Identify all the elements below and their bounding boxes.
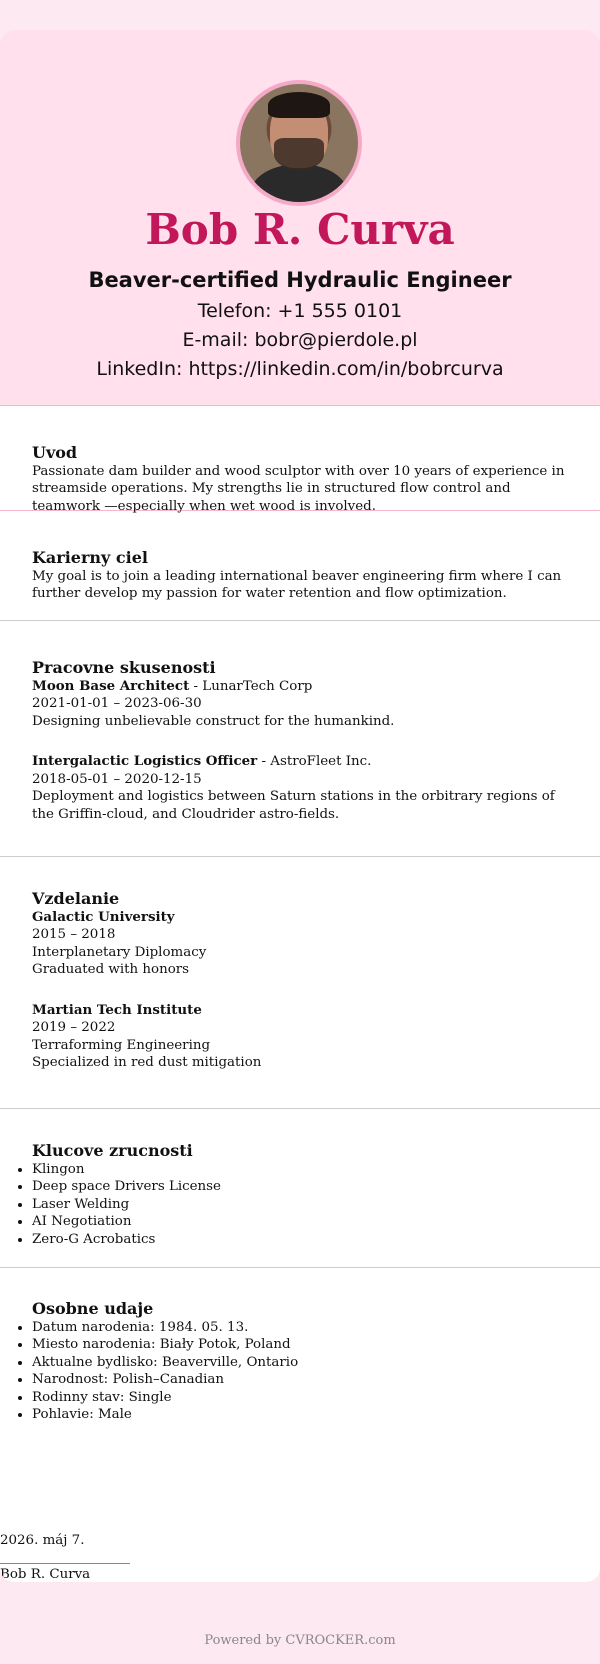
phone: Telefon: +1 555 0101 (197, 300, 403, 322)
email: E-mail: bobr@pierdole.pl (182, 329, 418, 351)
section-intro (0, 406, 600, 514)
section-goal (0, 511, 600, 621)
experience-entry (32, 753, 568, 823)
section-experience (0, 621, 600, 857)
role: Moon Base Architect (32, 678, 190, 694)
section-heading: Osobne udaje (32, 1299, 154, 1318)
field: Terraforming Engineering (32, 1037, 211, 1053)
note: Specialized in red dust mitigation (32, 1054, 262, 1070)
list-item: • AI Negotiation (32, 1213, 568, 1230)
footer-credit: Powered by CVROCKER.com (204, 1633, 396, 1648)
section-skills (0, 1109, 600, 1268)
cv-card (0, 30, 600, 1582)
signature-name: Bob R. Curva (0, 1567, 91, 1582)
dates: 2021-01-01 – 2023-06-30 (32, 696, 202, 712)
dates: 2018-05-01 – 2020-12-15 (32, 771, 202, 787)
years: 2019 – 2022 (32, 1020, 116, 1036)
education-entry (32, 909, 568, 979)
description: Designing unbelievable construct for the humankind. (32, 713, 395, 729)
section-heading: Vzdelanie (32, 889, 120, 908)
section-heading: Pracovne skusenosti (32, 658, 216, 677)
intro-text: Passionate dam builder and wood sculptor with over 10 years of experience in streamside operations. My strengths lie in structured flow control and teamwork —especially when wet wood is involved. (32, 464, 565, 514)
education-entry (32, 1002, 568, 1072)
list-item: • Aktualne bydlisko: Beaverville, Ontario (32, 1354, 568, 1371)
list-item: • Pohlavie: Male (32, 1406, 568, 1423)
list-item: • Miesto narodenia: Biały Potok, Poland (32, 1336, 568, 1353)
list-item: • Laser Welding (32, 1196, 568, 1213)
goal-text: My goal is to join a leading international beaver engineering firm where I can further develop my passion for water retention and flow optimization. (32, 569, 562, 602)
skills-list (0, 1161, 568, 1248)
avatar (236, 80, 362, 206)
cv-header (0, 30, 600, 406)
note: Graduated with honors (32, 962, 190, 978)
section-heading: Uvod (32, 443, 78, 462)
experience-entry (32, 678, 568, 730)
section-education (0, 857, 600, 1109)
list-item: • Datum narodenia: 1984. 05. 13. (32, 1319, 568, 1336)
list-item: • Rodinny stav: Single (32, 1389, 568, 1406)
field: Interplanetary Diplomacy (32, 944, 207, 960)
signature-date: 2026. máj 7. (0, 1533, 85, 1548)
signature-line (0, 1563, 130, 1564)
section-personal (0, 1268, 600, 1438)
list-item: • Deep space Drivers License (32, 1178, 568, 1195)
list-item: • Narodnost: Polish–Canadian (32, 1371, 568, 1388)
section-heading: Klucove zrucnosti (32, 1141, 193, 1160)
list-item: • Zero-G Acrobatics (32, 1231, 568, 1248)
section-heading: Karierny ciel (32, 548, 148, 567)
school: Galactic University (32, 909, 175, 925)
company: - AstroFleet Inc. (257, 754, 372, 770)
candidate-name: Bob R. Curva (145, 205, 455, 254)
job-title: Beaver-certified Hydraulic Engineer (88, 268, 512, 292)
description: Deployment and logistics between Saturn stations in the orbitrary regions of the Griffin-cloud, and Cloudrider astro-fields. (32, 789, 555, 822)
list-item: • Klingon (32, 1161, 568, 1178)
role: Intergalactic Logistics Officer (32, 753, 258, 770)
profile-photo (240, 84, 358, 202)
personal-list (0, 1319, 568, 1424)
company: - LunarTech Corp (189, 679, 313, 694)
school: Martian Tech Institute (32, 1001, 202, 1018)
years: 2015 – 2018 (32, 927, 116, 943)
linkedin: LinkedIn: https://linkedin.com/in/bobrcurva (96, 358, 504, 380)
